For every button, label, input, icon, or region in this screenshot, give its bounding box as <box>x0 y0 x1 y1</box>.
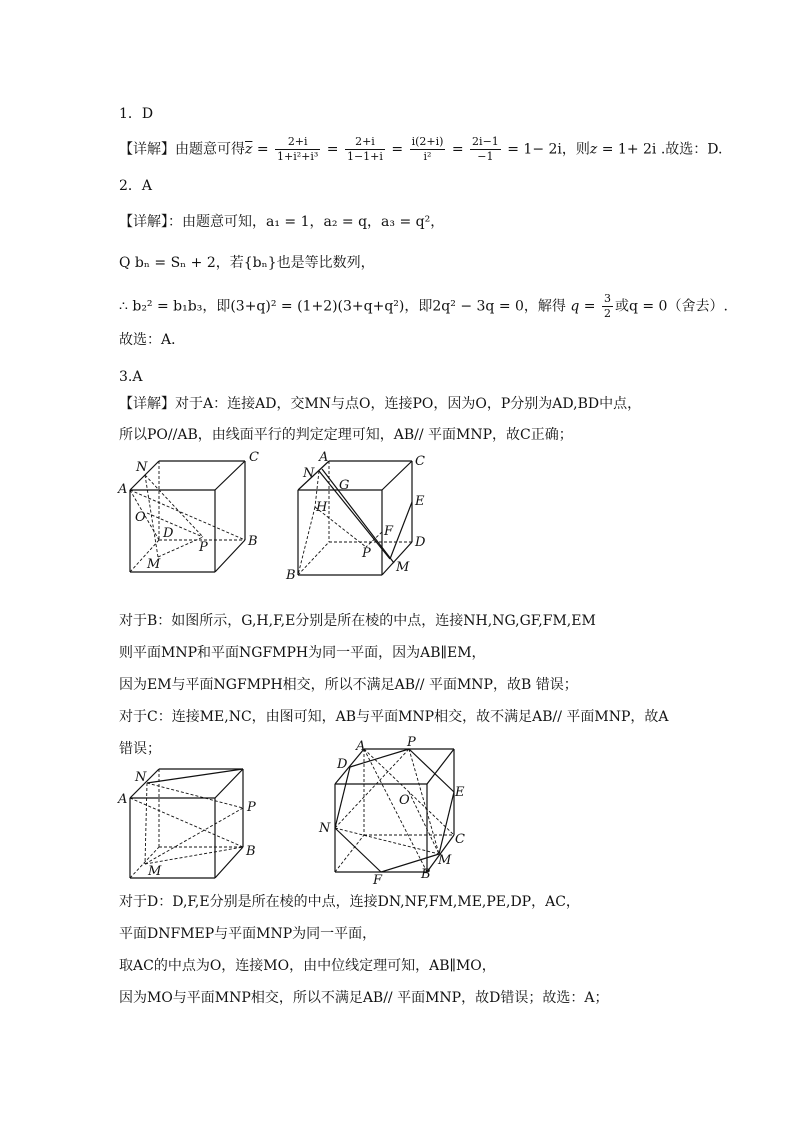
q3-l9: 平面DNFMEP与平面MNP为同一平面， <box>119 926 377 942</box>
fig-b-label-N: N <box>303 466 315 481</box>
fig-d-label-P: P <box>407 735 416 750</box>
fig-d-label-M: M <box>438 853 452 868</box>
fig-c-label-M: M <box>148 864 162 879</box>
fig-d-label-O: O <box>399 793 410 808</box>
q1-frac-4: $\frac{2i-1}{-1}$ <box>472 135 499 163</box>
fig-b-label-E: E <box>415 494 425 509</box>
fig-d-label-N: N <box>319 821 331 836</box>
q2-line1: 【详解】：由题意可知，a₁ = 1，a₂ = q，a₃ = q²， <box>119 214 445 230</box>
fig-d-label-E: E <box>455 785 465 800</box>
fig-a-label-N: N <box>136 460 148 475</box>
fig-a-label-P: P <box>199 540 208 555</box>
q1-label: 【详解】 <box>119 141 175 158</box>
q2-line3: ∴ b₂² = b₁b₃，即(3+q)² = (1+2)(3+q+q²)，即2q² − 3q = 0，解得 q = $\frac{3}{2}$ 或q = 0（舍去）. <box>119 292 728 320</box>
fig-c-label-N: N <box>135 770 147 785</box>
q1-frac-3: $\frac{i(2+i)}{\text{i²}}$ <box>411 135 444 163</box>
q1-answer: 1．D <box>119 106 154 122</box>
q3-l11: 因为MO与平面MNP相交，所以不满足AB// 平面MNP，故D错误；故选：A； <box>119 990 609 1006</box>
q2-answer: 2．A <box>119 178 153 194</box>
figure-cube-c <box>115 765 275 880</box>
q3-l8: 对于D：D,F,E分别是所在棱的中点，连接DN,NF,FM,ME,PE,DP，AC， <box>119 894 580 910</box>
fig-b-label-F: F <box>384 524 394 539</box>
fig-b-label-H: H <box>316 500 328 515</box>
fig-b-label-A: A <box>319 450 329 465</box>
q3-l4: 则平面MNP和平面NGFMPH为同一平面，因为AB∥EM， <box>119 645 486 661</box>
q3-l5: 因为EM与平面NGFMPH相交，所以不满足AB// 平面MNP，故B 错误； <box>119 677 578 693</box>
fig-b-label-C: C <box>415 454 425 469</box>
q2-line2: Q bₙ = Sₙ + 2，若{bₙ}也是等比数列， <box>119 255 375 271</box>
fig-b-label-B: B <box>286 568 296 583</box>
fig-d-label-B: B <box>421 867 431 882</box>
q3-l6: 对于C：连接ME,NC，由图可知，AB与平面MNP相交，故不满足AB// 平面MNP，故A <box>119 709 669 725</box>
fig-c-label-B: B <box>246 844 256 859</box>
fig-a-label-D: D <box>163 526 174 541</box>
fig-c-label-A: A <box>118 792 128 807</box>
q2-line4: 故选：A． <box>119 332 186 348</box>
q1-frac-1: $\frac{2+i}{\text{1+i²+i³}}$ <box>277 135 319 163</box>
fig-d-label-C: C <box>455 832 465 847</box>
fig-a-label-M: M <box>147 557 161 572</box>
q1-solution: 【详解】由题意可得$\overline{z}$ = $\frac{2+i}{\text{1+i²+i³}}$ = $\frac{2+i}{1-1+i}$ = $\frac{i(2+i)}{\text{i²}}$ = $\frac{2i-1}{-1}$ = 1− 2i，则z = 1+ 2i .故选：D. <box>119 135 723 163</box>
q1-frac-2: $\frac{2+i}{1-1+i}$ <box>346 135 383 163</box>
q1-text-a: 由题意可得 <box>175 141 245 158</box>
fig-d-label-A: A <box>356 739 366 754</box>
fig-a-label-A: A <box>118 482 128 497</box>
fig-d-label-F: F <box>373 873 383 888</box>
fig-a-label-O: O <box>135 510 146 525</box>
q3-answer: 3.A <box>119 369 143 385</box>
q2-frac: $\frac{3}{2}$ <box>603 292 611 320</box>
q1-text-b: = 1+ 2i .故选：D. <box>597 141 723 158</box>
figure-cube-a <box>115 447 275 577</box>
q1-result: = 1− 2i，则 <box>507 141 590 158</box>
fig-a-label-B: B <box>248 534 258 549</box>
q3-l10: 取AC的中点为O，连接MO，由中位线定理可知，AB∥MO， <box>119 958 496 974</box>
figure-cube-b <box>282 447 442 582</box>
q1-zbar: $\overline{z}$ <box>245 141 253 158</box>
q1-z: z <box>589 141 598 158</box>
fig-b-label-D: D <box>415 535 426 550</box>
q3-l7: 错误； <box>119 741 161 757</box>
fig-a-label-C: C <box>249 450 259 465</box>
figure-cube-d <box>315 732 475 887</box>
q3-l1: 【详解】对于A：连接AD，交MN与点O，连接PO，因为O，P分别为AD,BD中点， <box>119 396 642 412</box>
fig-b-label-P: P <box>362 546 371 561</box>
q3-l2: 所以PO//AB，由线面平行的判定定理可知，AB// 平面MNP，故C正确； <box>119 427 573 443</box>
q3-l3: 对于B：如图所示，G,H,F,E分别是所在棱的中点，连接NH,NG,GF,FM,EM <box>119 613 596 629</box>
fig-c-label-P: P <box>247 800 256 815</box>
fig-d-label-D: D <box>337 757 348 772</box>
fig-b-label-M: M <box>396 560 410 575</box>
fig-b-label-G: G <box>339 478 350 493</box>
